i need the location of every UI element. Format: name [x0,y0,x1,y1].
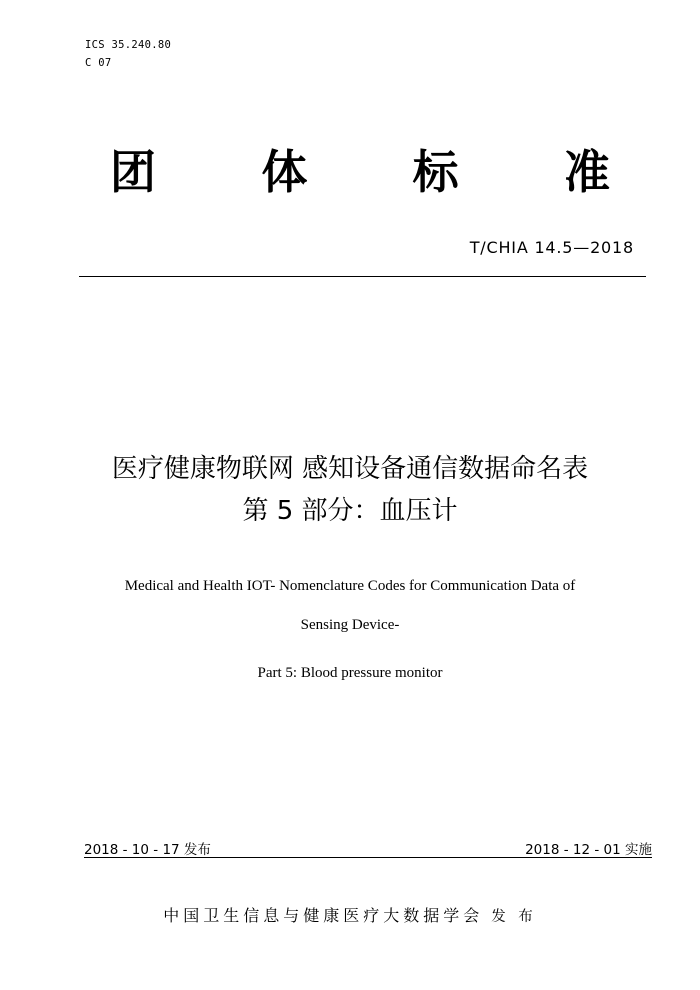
ccs-code: C 07 [85,57,112,69]
standard-number: T/CHIA 14.5—2018 [469,238,634,257]
bottom-divider [84,857,652,858]
publisher-organization: 中国卫生信息与健康医疗大数据学会 [163,906,484,925]
doc-type-char: 标 [412,145,459,199]
chinese-title [0,448,700,532]
classification-codes [85,36,171,72]
doc-type-char: 团 [110,145,156,199]
publisher-line [0,903,700,926]
english-title-line3: Part 5: Blood pressure monitor [257,665,443,681]
top-divider [79,276,646,277]
chinese-title-line2: 第 5 部分：血压计 [242,496,458,526]
ics-code: ICS 35.240.80 [85,39,172,51]
doc-type-char: 体 [261,145,308,199]
doc-type-char: 准 [563,145,610,199]
english-title-line1: Medical and Health IOT- Nomenclature Codes for Communication Data of [124,578,576,594]
publisher-suffix: 发 布 [491,909,537,925]
document-type-heading [110,142,610,202]
chinese-title-line1: 医疗健康物联网 感知设备通信数据命名表 [111,454,589,484]
english-title-line2: Sensing Device- [300,617,400,633]
release-date: 2018 - 10 - 17 发布 [84,842,211,858]
implementation-date: 2018 - 12 - 01 实施 [525,842,652,858]
